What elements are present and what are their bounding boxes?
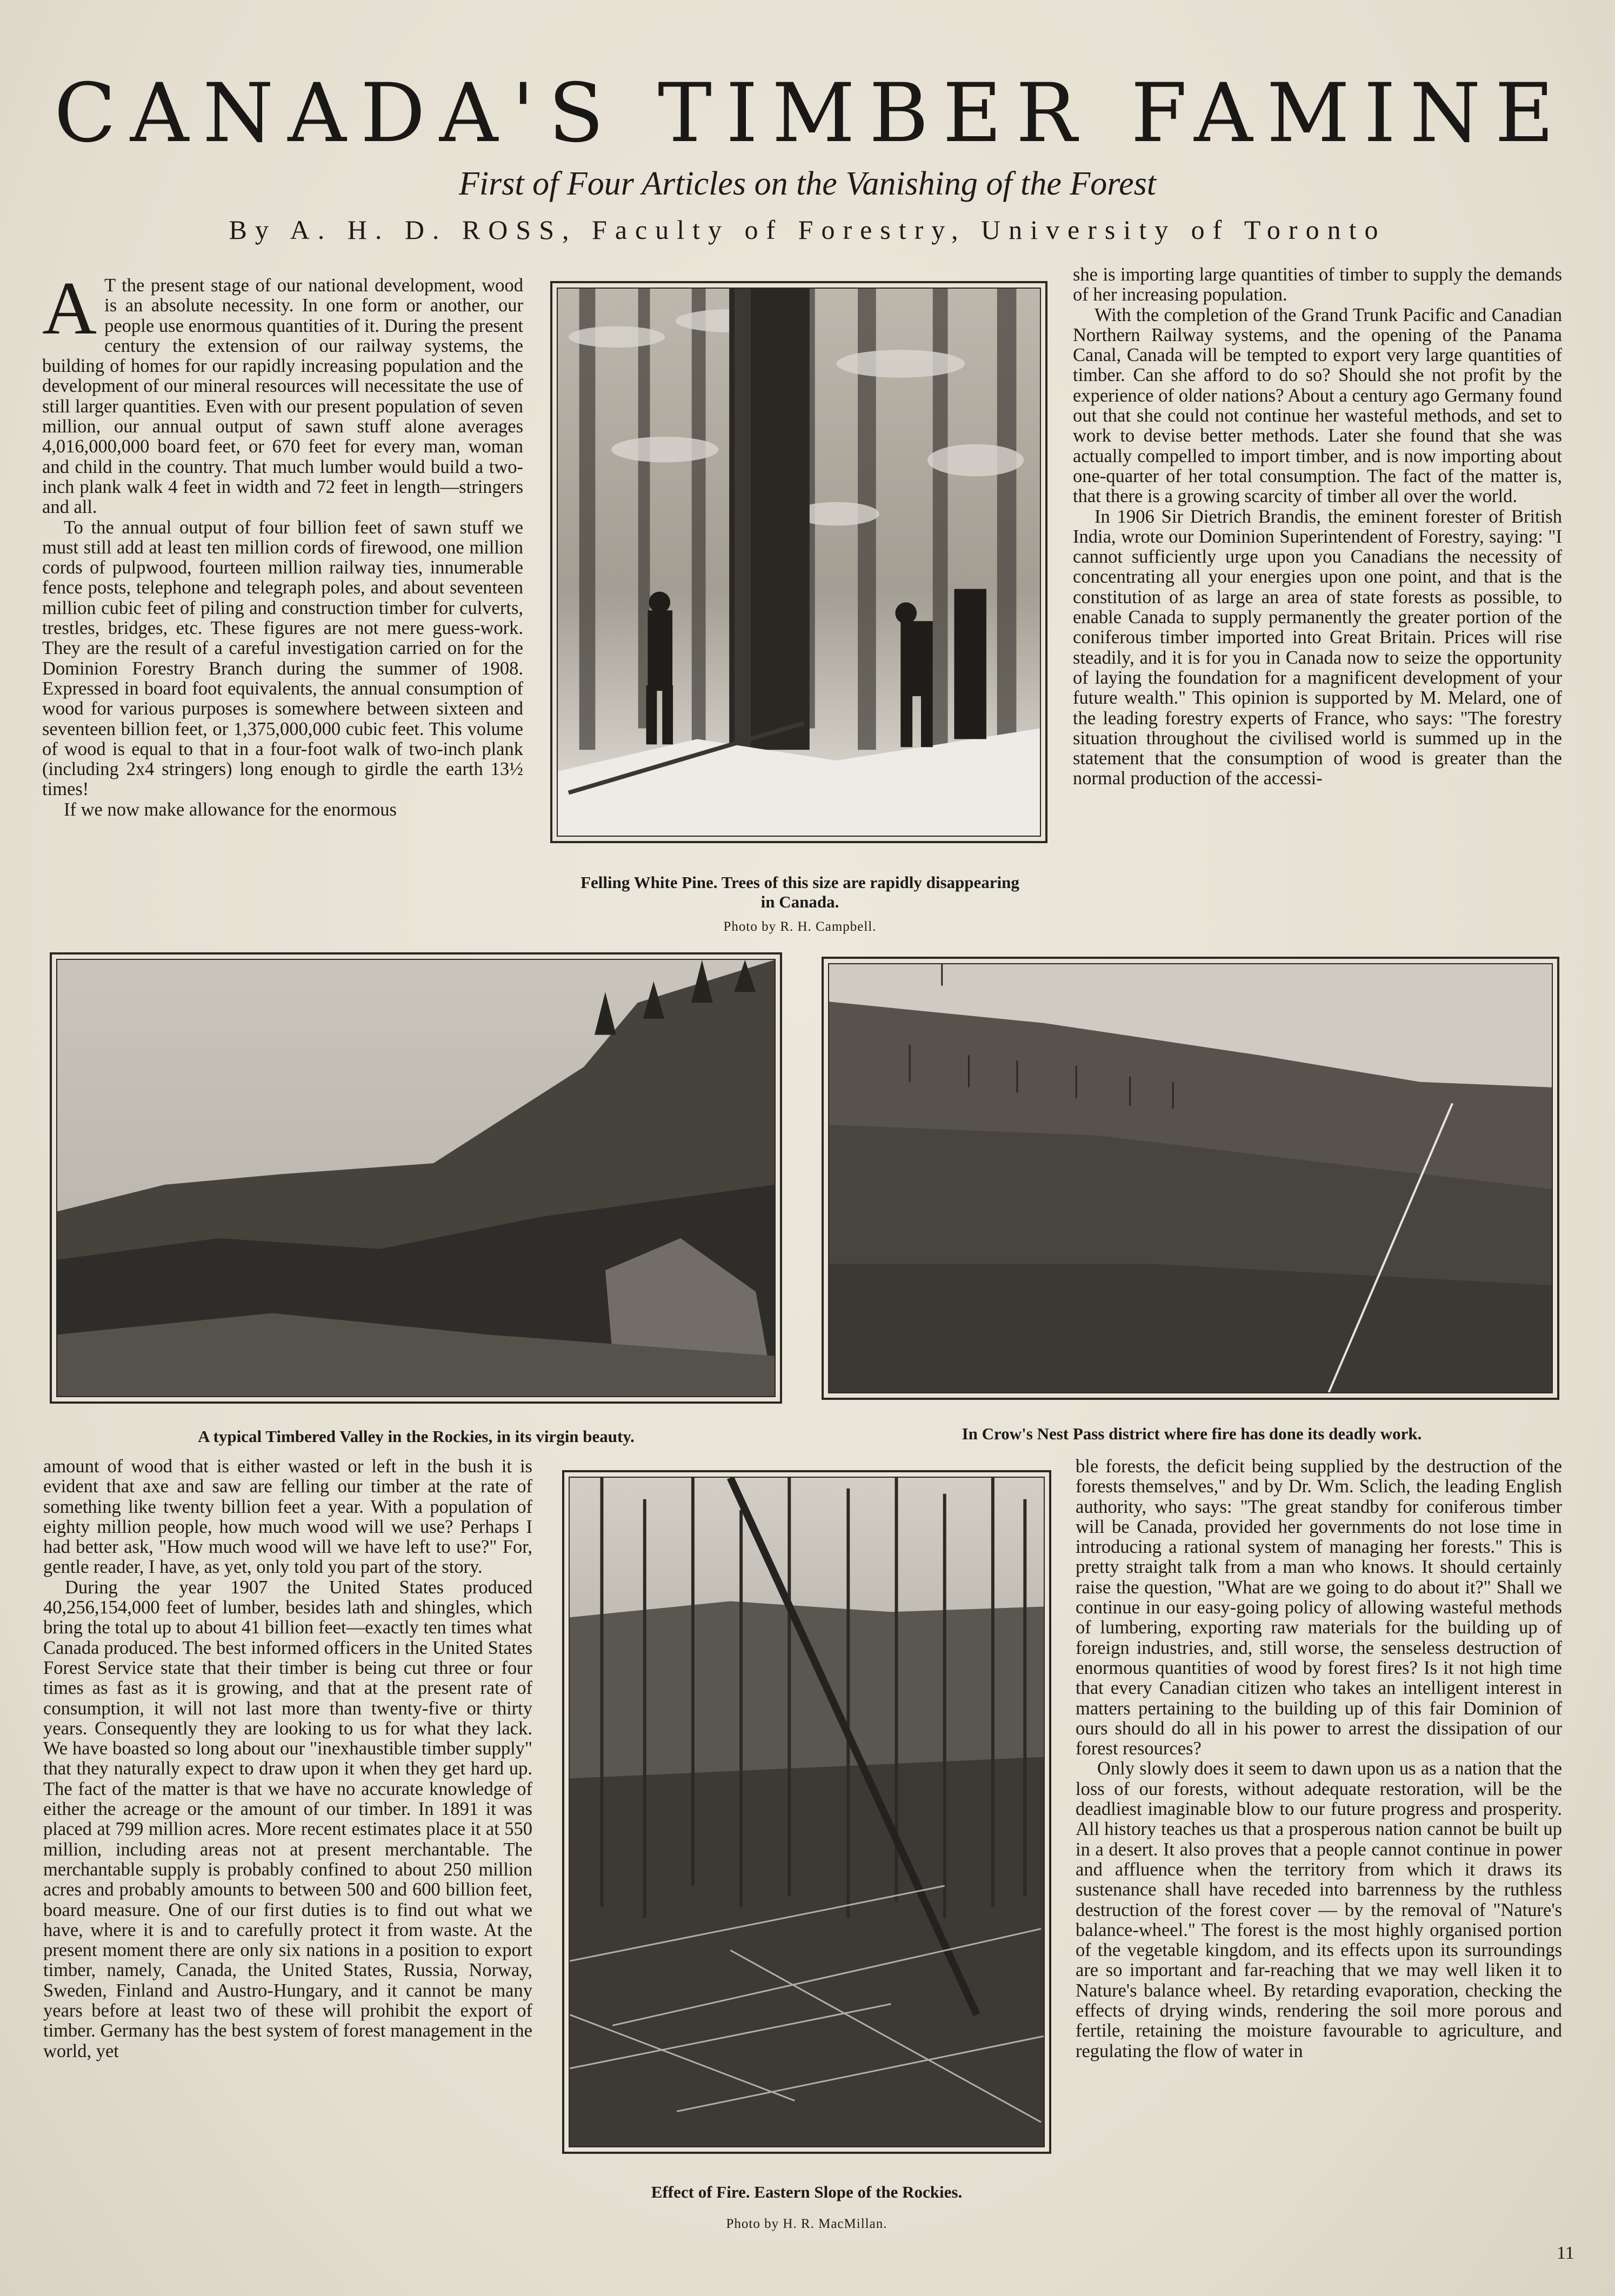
article-subtitle: First of Four Articles on the Vanishing of the Forest [459, 165, 1156, 202]
photo-credit-felling: Photo by R. H. Campbell. [723, 919, 877, 934]
forest-snow-image [558, 289, 1040, 836]
paragraph [42, 276, 523, 518]
paragraph: In 1906 Sir Dietrich Brandis, the eminent forester of British India, wrote our Dominion Superintendent of Forestry, saying: "I cannot sufficiently urge upon you Canadians the necessity of concentrating all your energies upon one point, and that is the constitution of as large an area of state forests as possible, to enable Canada to supply permanently the greater portion of the coniferous timber imported into Great Britain. Prices will rise steadily, and it is for you in Canada now to seize the opportunity of laying the foundation for a magnificent development of your future wealth." This opinion is supported by M. Melard, one of the leading forestry experts of France, who says: "The forestry situation throughout the civilised world is summed up in the statement that the consumption of wood is greater than the normal production of the accessi- [1073, 506, 1562, 789]
paragraph: she is importing large quantities of timber to supply the demands of her increasing population. [1073, 265, 1562, 305]
photo-caption-felling: Felling White Pine. Trees of this size are rapidly disappearing in Canada. [580, 873, 1019, 911]
paragraph: If we now make allowance for the enormous [64, 799, 397, 820]
paragraph: During the year 1907 the United States produced 40,256,154,000 feet of lumber, besides lath and shingles, which bring the total up to about 41 billion feet—exactly ten times what Canada produced. The best informed officers in the United States Forest Service state that their timber is being cut three or four times as fast as it is growing, and that at the present rate of consumption, it will not last more than twenty-five or thirty years. Consequently they are looking to us for what they lack. We have boasted so long about our "inexhaustible timber supply" that they naturally expect to draw upon it when they get hard up. The fact of the matter is that we have no accurate knowledge of either the acreage or the amount of our timber. In 1891 it was placed at 799 million acres. More recent estimates place it at 550 million, including areas not at present merchantable. The merchantable supply is probably confined to about 250 million acres and probably amounts to between 500 and 600 billion feet, board measure. One of our first duties is to find out what we have, where it is and to carefully protect it from waste. At the present moment there are only six nations in a position to export timber, namely, Canada, the United States, Russia, Norway, Sweden, Finland and Austro-Hungary, and it cannot be many years before at least two of these will prohibit the export of timber. Germany has the best system of forest management in the world, yet [43, 1577, 532, 2061]
page-number: 11 [1557, 2243, 1574, 2263]
paragraph: Only slowly does it seem to dawn upon us as a nation that the loss of our forests, without adequate restoration, will be the deadliest imaginable blow to our future progress and prosperity. All history teaches us that a prosperous nation cannot be built up in a desert. It also proves that a people cannot continue in power and affluence when the territory from which it draws its sustenance shall have receded into barrenness by the ruthless destruction of the forest cover — by the removal of "Nature's balance-wheel." The forest is the most highly organised portion of the vegetable kingdom, and its effects upon its surroundings are so important and far-reaching that we may well liken it to Nature's balance wheel. By retarding evaporation, checking the effects of drying winds, rendering the soil more porous and fertile, retaining the moisture favourable to agriculture, and regulating the flow of water in [1076, 1758, 1562, 2061]
article-byline: By A. H. D. ROSS, Faculty of Forestry, University of Toronto [229, 215, 1386, 245]
text-column-1 [42, 276, 523, 946]
paragraph: ble forests, the deficit being supplied by the destruction of the forests themselves," and by Dr. Wm. Sclich, the leading English authority, who says: "The great standby for coniferous timber will be Canada, provided her governments do not lose time in introducing a rational system of managing her forests." This is pretty straight talk from a man who knows. It should certainly raise the question, "What are we going to do about it?" Shall we continue in our easy-going policy of allowing wasteful methods of lumbering, exporting raw materials for the building up of foreign industries, and, still worse, the senseless destruction of enormous quantities of wood by forest fires? Is it not high time that every Canadian citizen who takes an intelligent interest in matters pertaining to the building up of this fair Dominion of ours should do all in his power to arrest the dissipation of our forest resources? [1076, 1457, 1562, 1759]
text-column-4 [43, 1457, 532, 2235]
article-title: CANADA'S TIMBER FAMINE [54, 66, 1569, 161]
burned-forest-image [570, 1478, 1044, 2146]
valley-forest-image [57, 960, 775, 1396]
paragraph-text: T the present stage of our national development, wood is an absolute necessity. In one form or another, our people use enormous quantities of it. During the present century the extension of our railway systems, the building of homes for our rapidly increasing population and the development of our mineral resources will necessitate the use of still larger quantities. Even with our present population of seven million, our annual output of sawn stuff alone averages 4,016,000,000 board feet, or 670 feet for every man, woman and child in the country. That much lumber would build a two-inch plank walk 4 feet in width and 72 feet in length—stringers and all. [42, 276, 523, 518]
burned-hillside-image [829, 964, 1552, 1392]
drop-cap: A [42, 276, 97, 350]
photo-caption-fire: Effect of Fire. Eastern Slope of the Rockies. [651, 2182, 963, 2201]
paragraph: With the completion of the Grand Trunk Pacific and Canadian Northern Railway systems, and the opening of the Panama Canal, Canada will be tempted to export very large quantities of timber. Can she afford to do so? Should she not profit by the experience of older nations? About a century ago Germany found out that she could not continue her wasteful methods, and set to work to devise better methods. Later she found that she was actually compelled to import timber, and is now importing about one-quarter of her total consumption. The fact of the matter is, that there is a growing scarcity of timber all over the world. [1073, 304, 1562, 507]
photo-felling-white-pine [550, 281, 1047, 843]
photo-credit-fire: Photo by H. R. MacMillan. [726, 2217, 887, 2231]
photo-effect-of-fire [562, 1470, 1051, 2154]
photo-timbered-valley [50, 952, 782, 1404]
text-column-6 [1076, 1457, 1562, 2235]
photo-caption-valley: A typical Timbered Valley in the Rockies, in its virgin beauty. [198, 1427, 635, 1446]
photo-caption-crowsnest: In Crow's Nest Pass district where fire has done its deadly work. [962, 1424, 1422, 1443]
paragraph: To the annual output of four billion feet of sawn stuff we must still add at least ten million cords of firewood, one million cords of pulpwood, fourteen million railway ties, innumerable fence posts, telephone and telegraph poles, and about seventeen million cubic feet of piling and construction timber for culverts, trestles, bridges, etc. These figures are not mere guess-work. They are the result of a careful investigation carried on for the Dominion Forestry Branch during the summer of 1908. Expressed in board foot equivalents, the annual consumption of wood for various purposes is somewhere between sixteen and seventeen billion feet, or 1,375,000,000 cubic feet. This volume of wood is equal to that in a four-foot walk of two-inch plank (including 2x4 stringers) long enough to girdle the earth 13½ times! [42, 517, 523, 800]
text-column-3 [1073, 265, 1562, 935]
photo-crows-nest-pass [822, 957, 1559, 1400]
paragraph: amount of wood that is either wasted or left in the bush it is evident that axe and saw are felling our timber at the rate of something like twenty billion feet a year. With a population of eighty million people, how much wood will we use? Perhaps I had better ask, "How much wood will we have left to use?" For, gentle reader, I have, as yet, only told you part of the story. [43, 1457, 532, 1578]
